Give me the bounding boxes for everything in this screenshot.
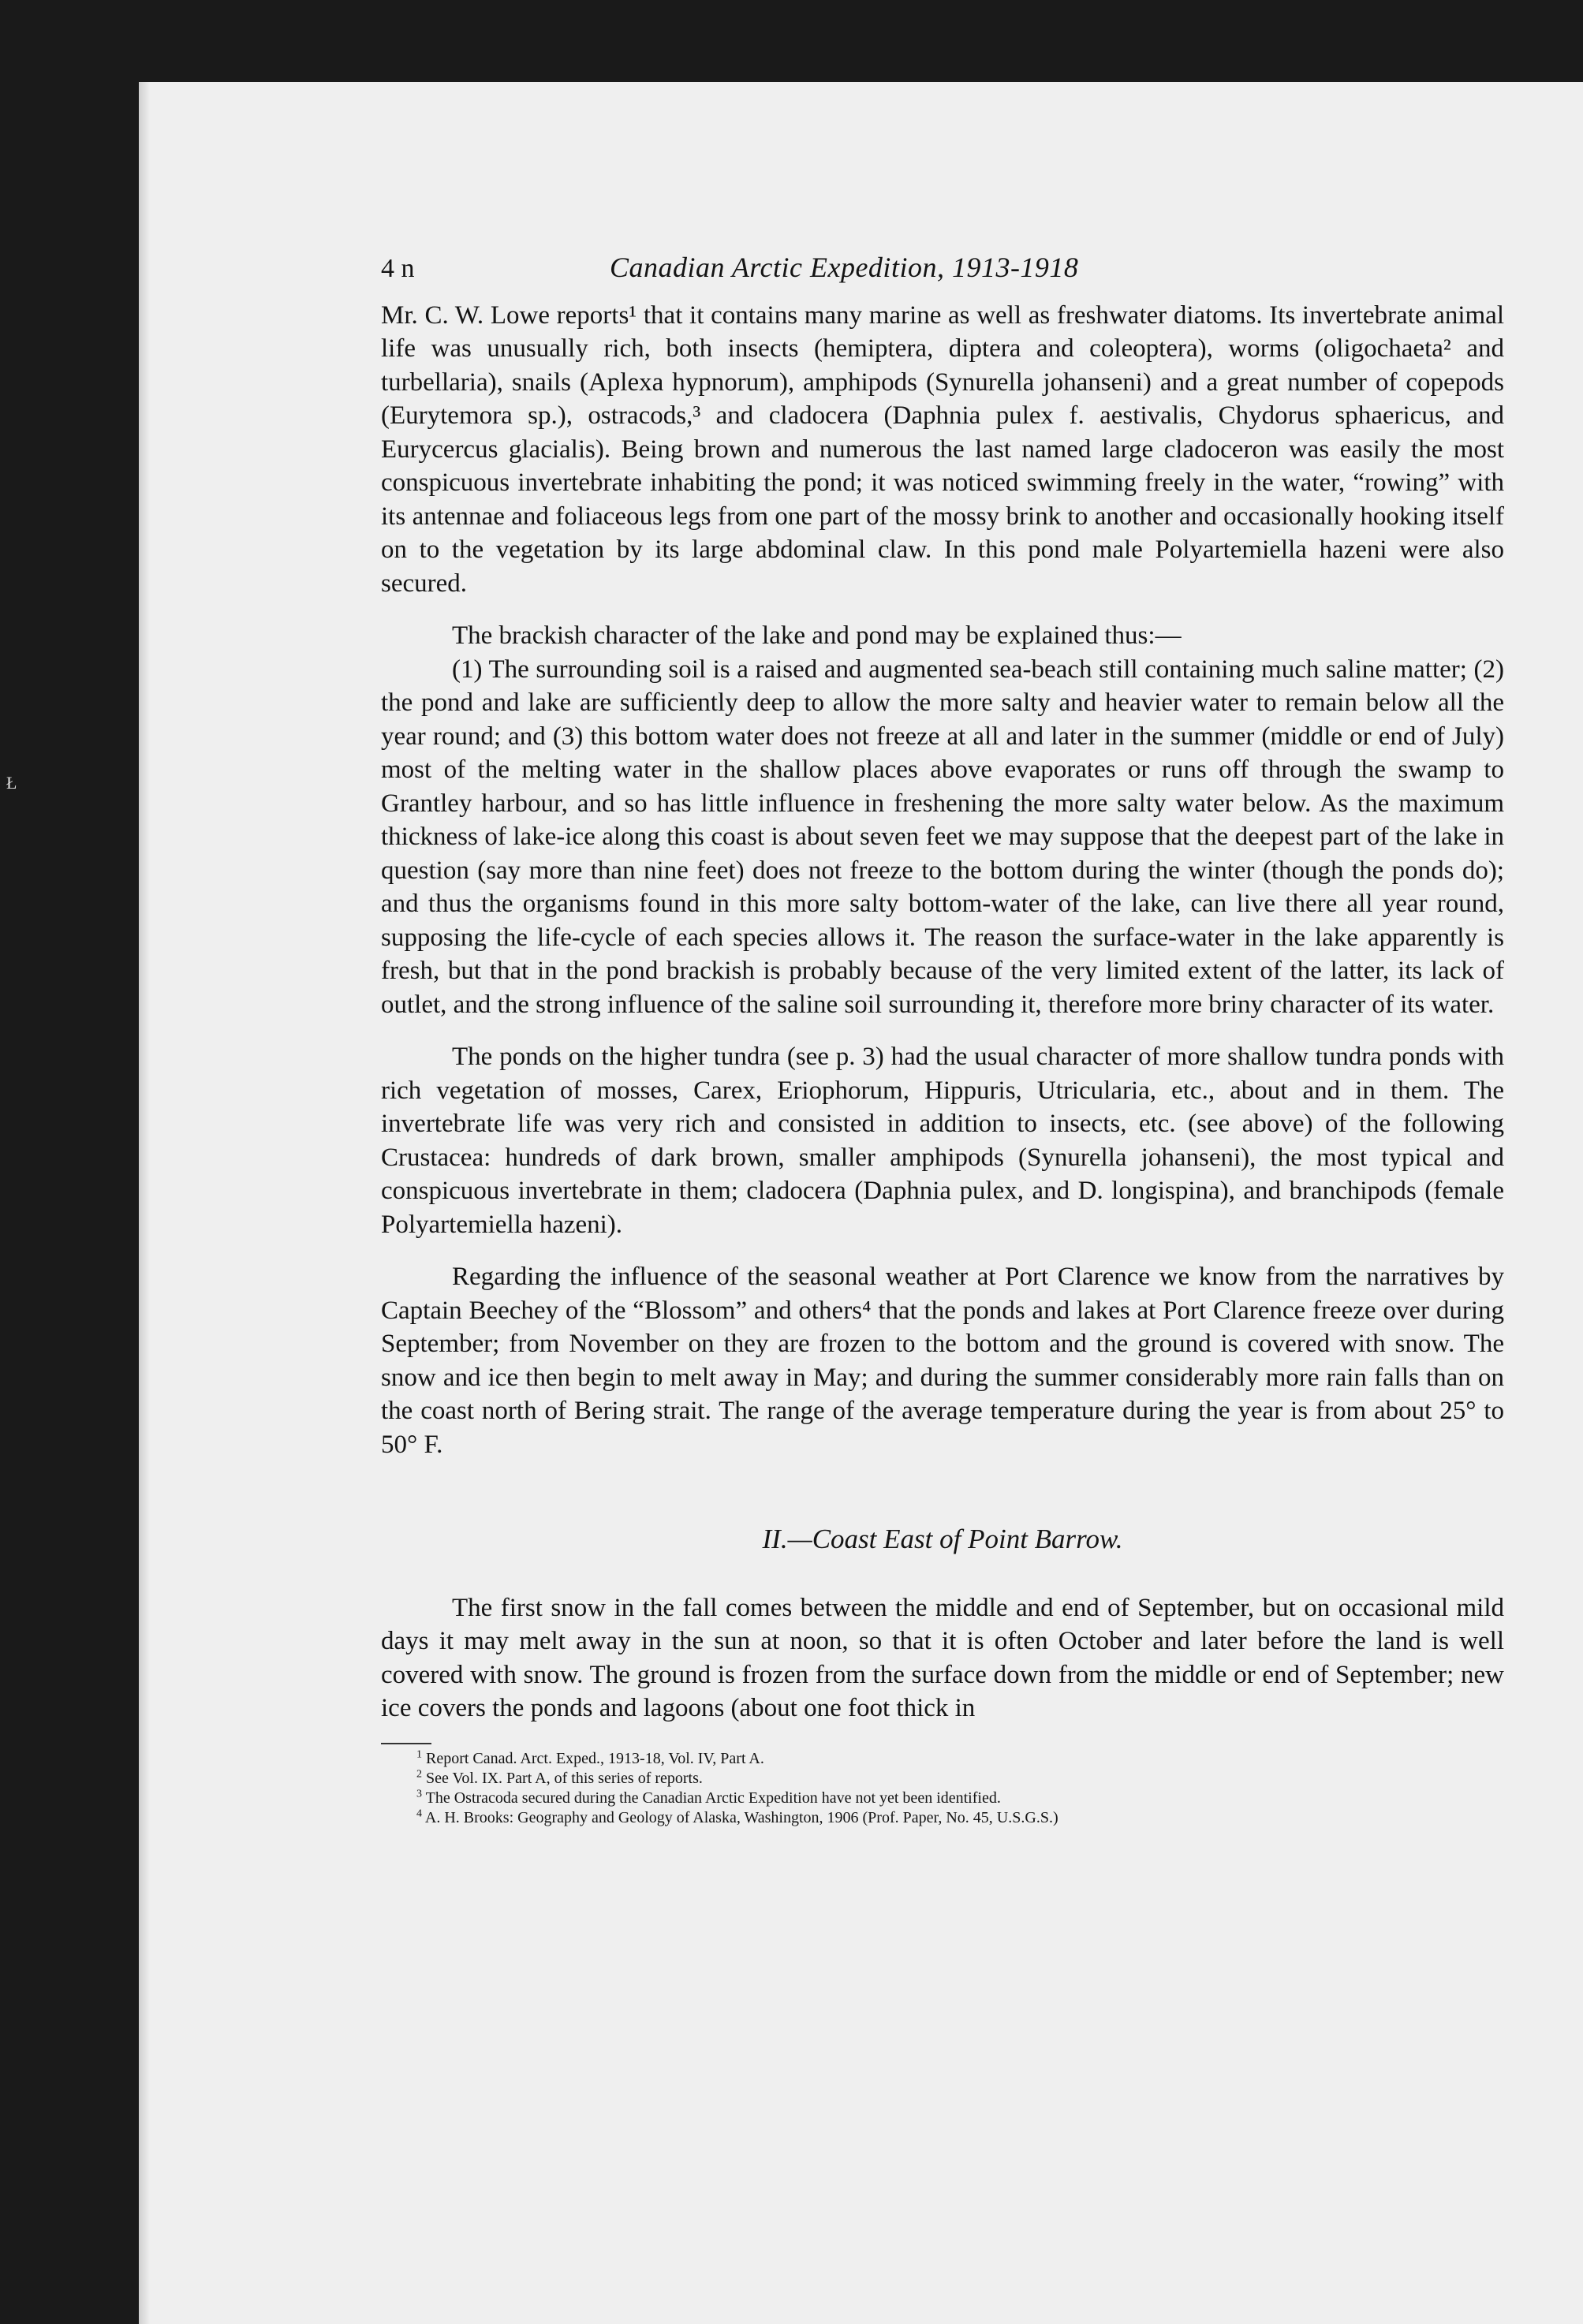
- paragraph-tundra-ponds: The ponds on the higher tundra (see p. 3) had the usual character of more shallow tundra ponds with rich vegetation of mosses, Carex, Eriophorum, Hippuris, Utricularia, etc., about and in them. The invertebrate life was very rich and consisted in addition to insects, etc. (see above) of the following Crustacea: hundreds of dark brown, smaller amphipods (Synurella johanseni), the most typical and conspicuous invertebrate in them; cladocera (Daphnia pulex, and D. longispina), and branchipods (female Polyartemiella hazeni).: [381, 1043, 1504, 1239]
- paragraph-brackish-explanation: (1) The surrounding soil is a raised and augmented sea-beach still containing much saline matter; (2) the pond and lake are sufficiently deep to allow the more salty and heavier water to remain below all the year round; and (3) this bottom water does not freeze at all and later in the summer (middle or end of July) most of the melting water in the shallow places above evaporates or runs off through the swamp to Grantley harbour, and so has little influence in freshening the more salty water below. As the maximum thickness of lake-ice along this coast is about seven feet we may suppose that the deepest part of the lake in question (say more than nine feet) does not freeze to the bottom during the winter (though the ponds do); and thus the organisms found in this more salty bottom-water of the lake, can live there all year round, supposing the life-cycle of each species allows it. The reason the surface-water in the lake apparently is fresh, but that in the pond brackish is probably because of the very limited extent of the latter, its lack of outlet, and the strong influence of the saline soil surrounding it, therefore more briny character of its water.: [381, 655, 1504, 1019]
- page-number: 4 n: [381, 254, 415, 283]
- paragraph-lowe-report: Mr. C. W. Lowe reports¹ that it contains many marine as well as freshwater diatoms. Its invertebrate animal life was unusually rich, both insects (hemiptera, diptera and coleoptera), worms (oligochaeta² and turbellaria), snails (Aplexa hypnorum), amphipods (Synurella johanseni) and a great number of copepods (Eurytemora sp.), ostracods,³ and cladocera (Daphnia pulex f. aestivalis, Chydorus sphaericus, and Eurycercus glacialis). Being brown and numerous the last named large cladoceron was easily the most conspicuous invertebrate inhabiting the pond; it was noticed swimming freely in the water, “rowing” with its antennae and foliaceous legs from one part of the mossy brink to another and occasionally hooking itself on to the vegetation by its large abdominal claw. In this pond male Polyartemiella hazeni were also secured.: [381, 300, 1504, 598]
- footnote: $^2$ See Vol. IX. Part A, of this series of reports.: [416, 1767, 703, 1787]
- page-content: [381, 251, 1504, 1828]
- paragraph-seasonal-weather: Regarding the influence of the seasonal weather at Port Clarence we know from the narratives by Captain Beechey of the “Blossom” and others⁴ that the ponds and lakes at Port Clarence freeze over during September; from November on they are frozen to the bottom and the ground is covered with snow. The snow and ice then begin to melt away in May; and during the summer considerably more rain falls than on the coast north of Bering strait. The range of the average temperature during the year is from about 25° to 50° F.: [381, 1263, 1504, 1459]
- running-head: Canadian Arctic Expedition, 1913-1918: [610, 252, 1079, 283]
- section-heading: II.—Coast East of Point Barrow.: [762, 1524, 1123, 1554]
- footnote: $^3$ The Ostracoda secured during the Canadian Arctic Expedition have not yet been identified.: [416, 1787, 1001, 1807]
- footnote: $^4$ A. H. Brooks: Geography and Geology of Alaska, Washington, 1906 (Prof. Paper, No. 45, U.S.G.S.): [416, 1807, 1058, 1826]
- footnote: $^1$ Report Canad. Arct. Exped., 1913-18, Vol. IV, Part A.: [416, 1748, 764, 1767]
- footnote-rule: [381, 1743, 431, 1744]
- scan-edge-shadow: [139, 82, 150, 2324]
- paragraph-first-snow: The first snow in the fall comes between the middle and end of September, but on occasional mild days it may melt away in the sun at noon, so that it is often October and later before the land is well covered with snow. The ground is frozen from the surface down from the middle or end of September; new ice covers the ponds and lagoons (about one foot thick in: [381, 1593, 1504, 1722]
- paragraph-brackish-intro: The brackish character of the lake and pond may be explained thus:—: [452, 621, 1182, 650]
- page-header: [381, 251, 1504, 286]
- stray-mark: Ł: [6, 773, 17, 793]
- footnotes: [381, 1749, 1504, 1828]
